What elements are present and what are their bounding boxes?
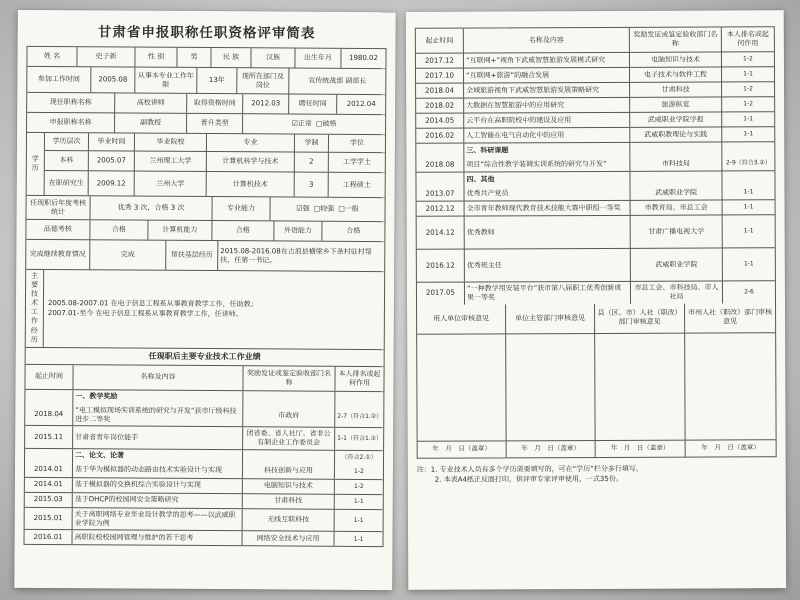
achievement-date: 2017.12: [415, 54, 463, 68]
ach-header-date: 起止时间: [415, 29, 463, 53]
note-line: 注：1. 专业技术人员有多个学历需要填写的，可在“学历”栏分多行填写。: [416, 464, 643, 474]
ach-header-content: 名称及内容: [73, 365, 243, 390]
achievement-department: 网络安全技术与应用: [242, 531, 334, 546]
achievement-rank: 1-1: [353, 497, 364, 505]
achievement-department: 甘肃科技: [630, 82, 722, 96]
achievement-department: 甘肃科技: [242, 494, 334, 509]
work-history-block: [25, 270, 383, 350]
ability-value: [270, 197, 384, 221]
support-value: 2015.08-2016.08在古浪县横梁乡下条村驻村帮扶，任第一书记。: [219, 246, 372, 264]
review-date-employer: 年 月 日（盖章）: [417, 441, 506, 457]
achievement-row: [25, 426, 383, 451]
edu-school: 兰州大学: [134, 172, 206, 196]
achievement-header-row-2: [415, 27, 773, 54]
achievement-date: [25, 390, 73, 404]
achievement-content: 基于DHCP的校园网安全策略研究: [72, 493, 242, 508]
achievement-content: “电工模拟现场实训系统的研究与开发”获市厅级科技进步二等奖: [73, 404, 243, 427]
review-date-city: 年 月 日（盖章）: [700, 443, 760, 452]
form-notes: [416, 463, 776, 486]
achievement-content: 全域旅游视角下武威智慧旅游发展策略研究: [464, 83, 630, 98]
achievement-department: 市科技局: [630, 156, 722, 170]
achievement-date: 2012.12: [416, 202, 464, 216]
moral-value: 合格: [90, 220, 148, 239]
review-space-city: [685, 333, 775, 439]
achievement-date: 2018.04: [416, 84, 464, 98]
achievement-rank: 1-1: [743, 203, 754, 211]
achievement-row: [416, 112, 774, 129]
ethnic-value: 汉族: [251, 48, 295, 67]
achievement-department: 团省委、省人社厅、省非公有制企业工作委员会: [243, 427, 335, 449]
edu-years: 2: [294, 153, 328, 172]
achievement-content: 基于华为模拟器的动态路由技术实验设计与实现: [72, 463, 242, 478]
achievement-department: [630, 142, 722, 156]
edu-header-major: 专业: [206, 134, 294, 152]
edu-degree: 工学学士: [342, 157, 371, 167]
main-table-page2: [414, 26, 776, 458]
current-title-value: 高校讲师: [115, 93, 187, 112]
achievement-date: 2014.05: [416, 114, 464, 128]
achievement-department: 电子技术与软件工程: [629, 67, 721, 81]
achievement-content: “互联网+旅游”的融合发展: [463, 68, 629, 83]
achievement-rank: 1-2: [353, 467, 364, 475]
review-date-supervisor: 年 月 日（盖章）: [506, 441, 595, 457]
achievement-content: 高职院校校园网管理与维护的若干思考: [72, 530, 242, 545]
achievement-date: 2017.10: [415, 69, 463, 83]
achievement-row: [24, 508, 382, 533]
achievement-content: 二、论文、论著: [73, 449, 243, 464]
achievement-department: [243, 391, 335, 406]
achievement-section-title: 任现职后主要专业技术工作业绩: [148, 351, 261, 362]
achievement-content: 关于高职网络专业毕业设计教学的思考——以武威职业学院为例: [72, 508, 242, 531]
achievement-department: 甘肃广播电视大学: [630, 215, 722, 247]
ethnic-label: 民 族: [211, 48, 251, 67]
row-basic-info: [27, 47, 385, 69]
achievement-rank: [722, 142, 774, 156]
ach-header-rank: 本人排名或起何作用: [726, 30, 769, 48]
computer-value: 合格: [212, 221, 274, 240]
achievement-row: [416, 171, 774, 187]
row-assessment: [26, 196, 384, 222]
ach-header-dept: 奖励发证或鉴定验收部门名称: [243, 366, 335, 391]
work-history-label: 主要技术工作经历: [25, 270, 43, 347]
achievement-content: 三、科研课题: [464, 143, 630, 158]
achievement-row: [416, 200, 774, 217]
achievement-date: [416, 173, 464, 187]
achievement-department: 科技创新与应用: [242, 464, 334, 479]
row-continuing: [26, 240, 384, 272]
education-block: [26, 133, 384, 198]
achievement-department: 市教育局、市总工会: [630, 200, 722, 214]
name-value: 史子新: [77, 47, 135, 66]
promo-exception-checkbox: □破格: [315, 119, 337, 128]
achievement-header-row: [25, 365, 383, 392]
achievement-department: 武威职业学院: [630, 185, 722, 199]
ability-label: 专业能力: [212, 197, 270, 220]
achievement-content: 优秀班主任: [464, 249, 630, 282]
achievement-row: [416, 248, 774, 283]
achievement-row: [25, 404, 383, 429]
achievement-date: 2014.01: [24, 463, 72, 477]
achievement-row: [24, 530, 382, 546]
review-date-county: 年 月 日（盖章）: [595, 440, 685, 456]
achievement-rank: 1-1（符合1.①）: [336, 435, 382, 443]
achievement-department: [630, 171, 722, 185]
achievement-content: 甘肃省青年岗位能手: [73, 426, 243, 449]
achievement-content: 优秀共产党员: [464, 186, 630, 201]
achievement-date: 2013.07: [416, 187, 464, 201]
language-label: 外语能力: [274, 221, 322, 240]
education-rows: [44, 133, 384, 197]
gender-value: 男: [177, 48, 211, 67]
assessment-value: 优秀 3 次，合格 3 次: [90, 196, 212, 220]
achievement-row: [416, 127, 774, 144]
achievement-department: 无线互联科技: [242, 509, 334, 531]
achievement-content: 全市青年教师现代教育技术技能大赛中职组一等奖: [464, 201, 630, 216]
continuing-label: 完成继续教育情况: [26, 240, 90, 269]
education-header-row: [44, 133, 384, 153]
birth-label: 出生年月: [295, 49, 341, 68]
review-col-employer: 用人单位审核意见: [417, 304, 506, 333]
achievement-content: “一种教学用安装平台”获市第八届职工优秀创新成果一等奖: [464, 282, 630, 304]
achievement-department: 电脑知识与技术: [242, 479, 334, 494]
edu-degree: 工程硕士: [342, 180, 371, 189]
achievement-department: 电脑知识与技术: [629, 52, 721, 66]
achievement-rank: 1-2: [742, 85, 753, 93]
edu-grad-time: 2005.07: [88, 151, 134, 170]
row-moral: [26, 220, 384, 242]
achievement-row: [416, 97, 774, 114]
name-label: 姓 名: [27, 47, 77, 66]
apply-title-label: 申报职称名称: [27, 113, 115, 133]
apply-title-value: 副教授: [115, 113, 187, 132]
computer-label: 计算机能力: [148, 221, 212, 240]
work-start-value: 2005.08: [91, 67, 135, 92]
achievement-content: 大数据在智慧旅游中的应用研究: [464, 98, 630, 113]
edu-major: 计算机技术: [206, 172, 294, 197]
work-history-line: 2005.08-2007.01 在电子信息工程系从事教育教学工作，任助教；: [47, 298, 258, 308]
review-space-employer: [417, 334, 506, 440]
achievement-rank: 1-1: [742, 70, 753, 78]
work-history-line: 2007.01-至今 在电子信息工程系从事教育教学工作，任讲师。: [47, 309, 243, 319]
dept-label: 现所在部门及岗位: [237, 68, 289, 93]
achievement-date: 2018.08: [416, 158, 464, 172]
achievement-department: 武威职业学院学报: [630, 112, 722, 126]
achievement-rank: [335, 392, 383, 406]
achievement-content: “互联网+”视角下武威智慧旅游发展模式研究: [463, 53, 629, 68]
achievement-rows-page2: [415, 52, 774, 304]
review-space-county: [595, 333, 685, 439]
achievement-rank: （符合2.①）: [340, 453, 377, 462]
achievement-rank: 1-1: [353, 516, 364, 524]
review-col-county: 县（区、市）人社（职改）部门审核意见: [595, 303, 685, 332]
edu-years: 3: [294, 173, 328, 197]
achievement-date: 2015.01: [24, 508, 72, 530]
achievement-rank: 1-1: [742, 130, 753, 138]
review-col-city: 市州人社（职改）部门审核意见: [687, 308, 772, 326]
achievement-content: 云平台在高职院校中的建设及应用: [464, 113, 630, 128]
achievement-section-row: [25, 348, 383, 367]
education-side-label: 学历: [26, 133, 44, 195]
achievement-department: 武威职业学院: [630, 248, 722, 280]
achievement-rank: 1-1: [743, 227, 754, 235]
education-row-bachelor: [44, 151, 384, 173]
ach-header-rank: 本人排名或起何作用: [338, 369, 381, 387]
qual-time-value: 2012.03: [243, 94, 289, 113]
support-label: 帮扶基层经历: [166, 241, 218, 270]
ach-header-dept: 奖励发证或鉴定验收部门名称: [629, 27, 721, 51]
achievement-rank: 2-9（符合3.②）: [725, 159, 771, 167]
form-page-2: [405, 10, 786, 590]
achievement-row: [416, 156, 774, 173]
achievement-rank: 1-2: [742, 100, 753, 108]
achievement-department: 武威职教理论与实践: [630, 127, 722, 141]
achievement-department: 市政府: [243, 405, 335, 427]
achievement-row: [416, 142, 774, 158]
edu-header-degree: 学位: [349, 139, 364, 148]
achievement-content: 基于模拟器的交换机综合实验设计与实现: [72, 478, 242, 493]
review-body-row: [417, 333, 775, 442]
achievement-date: 2016.12: [416, 250, 464, 282]
edu-grad-time: 2009.12: [88, 171, 134, 195]
edu-level: 在职研究生: [44, 171, 88, 195]
promo-type-label: 晋升类型: [187, 114, 243, 133]
edu-major: 计算机科学与技术: [206, 152, 294, 172]
achievement-rank: 1-1: [743, 260, 754, 268]
achievement-rank: 1-1: [353, 535, 363, 543]
review-header-row: [417, 303, 775, 335]
review-space-supervisor: [506, 334, 595, 440]
achievement-rank: 1-2: [353, 482, 364, 490]
achievement-date: [416, 144, 464, 158]
ability-strong-checkbox: ☑强: [295, 204, 310, 213]
moral-label: 品德考核: [26, 220, 90, 239]
achievement-rank: 1-1: [742, 115, 753, 123]
qual-time-label: 取得资格时间: [187, 94, 243, 113]
education-row-master: [44, 171, 384, 197]
achievement-department: 市总工会、市科技局、市人社局: [630, 281, 722, 303]
form-title: 甘肃省申报职称任职资格评审简表: [97, 24, 315, 42]
years-label: 从事本专业工作年限: [135, 68, 197, 93]
achievement-content: 人工智能在电气自动化中的应用: [464, 128, 630, 143]
achievement-row: [416, 185, 774, 202]
hire-time-value: 2012.04: [346, 99, 376, 109]
achievement-row: [415, 52, 773, 69]
edu-header-grad-time: 毕业时间: [88, 133, 134, 150]
achievement-row: [416, 281, 774, 304]
achievement-rank: 1-1: [743, 188, 753, 196]
achievement-content: 一、教学奖励: [73, 390, 243, 405]
years-value: 13年: [197, 68, 237, 93]
achievement-date: [25, 449, 73, 463]
achievement-rows-page1: [24, 390, 383, 547]
language-value: 合格: [345, 226, 360, 236]
review-date-row: [417, 440, 775, 458]
achievement-rank: 2-6: [743, 288, 754, 296]
continuing-value: 完成: [90, 240, 166, 269]
edu-school: 兰州理工大学: [134, 152, 206, 171]
achievement-row: [416, 82, 774, 99]
achievement-date: 2018.04: [25, 404, 73, 426]
main-table-page1: [23, 46, 386, 547]
ach-header-date: 起止时间: [25, 365, 73, 389]
form-page-1: [14, 10, 396, 590]
ach-header-content: 名称及内容: [463, 28, 629, 53]
promo-type-value: [243, 114, 385, 134]
work-history-lines: [43, 270, 383, 349]
review-col-supervisor: 单位主管部门审核意见: [506, 304, 595, 333]
achievement-date: 2015.03: [24, 493, 72, 507]
achievement-row: [416, 215, 774, 250]
row-apply-title: [27, 113, 385, 135]
dept-value: 宣传统战部 副部长: [307, 76, 366, 86]
achievement-content: 四、其他: [464, 172, 630, 187]
edu-header-school: 毕业院校: [134, 134, 206, 151]
achievement-date: 2015.11: [25, 426, 73, 448]
achievement-date: 2014.01: [24, 478, 72, 492]
note-line: 2. 本表A4纸正反面打印，供评审专家评审使用，一式35份。: [434, 474, 623, 484]
achievement-content: 优秀教师: [464, 216, 630, 249]
current-title-label: 现任职称名称: [27, 93, 115, 113]
achievement-rank: 1-2: [742, 55, 753, 63]
hire-time-label: 聘任时间: [289, 95, 337, 114]
achievement-department: [242, 450, 334, 465]
ability-better-checkbox: □较强: [313, 204, 334, 213]
edu-header-level: 学历层次: [44, 133, 88, 150]
row-current-title: [27, 93, 385, 115]
achievement-date: 2014.12: [416, 217, 464, 249]
work-start-label: 参加工作时间: [27, 67, 91, 92]
achievement-row: [415, 67, 773, 84]
edu-level: 本科: [44, 151, 88, 170]
achievement-date: 2017.05: [416, 283, 464, 305]
edu-header-years: 学制: [294, 135, 328, 152]
assessment-label: 任现职后年度考核统计: [26, 196, 90, 219]
row-work-start: [27, 67, 385, 95]
achievement-content: 项目“综合性教学装调实训系统的研究与开发”: [464, 157, 630, 172]
birth-value: 1980.02: [348, 54, 378, 63]
gender-label: 性 别: [135, 48, 177, 67]
ability-normal-checkbox: □一般: [337, 204, 359, 214]
promo-normal-checkbox: ☑正常: [291, 119, 312, 128]
achievement-date: 2016.02: [416, 129, 464, 143]
achievement-date: 2018.02: [416, 99, 464, 113]
achievement-rank: 2-7（符合1.②）: [336, 412, 382, 420]
achievement-rank: [722, 171, 774, 185]
achievement-department: 旅游纵览: [630, 97, 722, 111]
achievement-date: 2016.01: [24, 530, 72, 544]
